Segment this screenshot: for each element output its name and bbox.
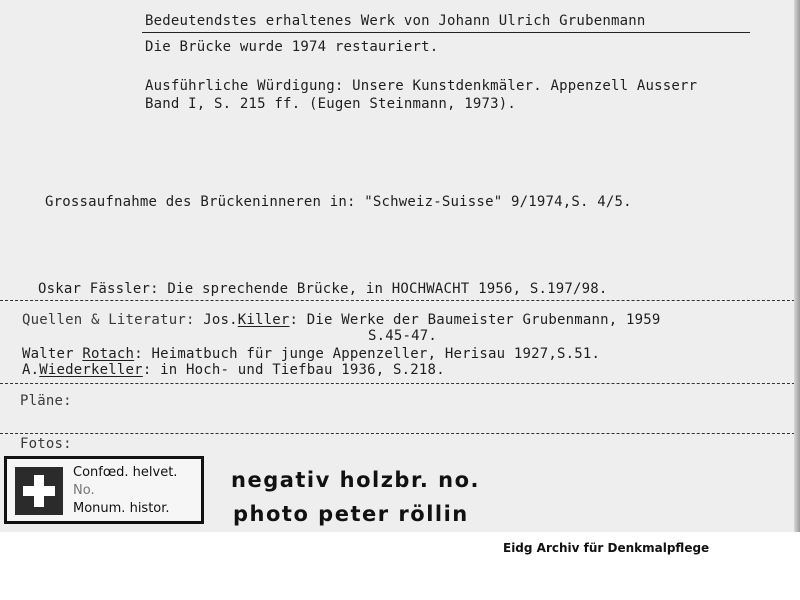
stamp-line-3: Monum. histor. (73, 501, 170, 516)
ref1-rest: : Die Werke der Baumeister Grubenmann, 1959 (289, 312, 661, 328)
sources-ref-1 (22, 312, 661, 328)
ref1-author: Killer (237, 312, 290, 328)
title-underline (142, 32, 750, 33)
stamp-line-1: Confœd. helvet. (73, 465, 178, 480)
closeup-reference: Grossaufnahme des Brückeninneren in: "Schweiz-Suisse" 9/1974,S. 4/5. (45, 194, 632, 210)
ref2-rest: : Heimatbuch für junge Appenzeller, Herisau 1927,S.51. (134, 346, 601, 362)
photos-label: Fotos: (20, 436, 72, 452)
ref1-prefix: Jos. (203, 312, 238, 328)
negative-number: negativ holzbr. no. (231, 468, 480, 492)
ref3-prefix: A. (22, 362, 40, 378)
archive-footer: Eidg Archiv für Denkmalpflege (503, 541, 710, 555)
sources-ref-2 (22, 346, 600, 362)
ref2-first: Walter (22, 346, 83, 362)
federal-stamp (4, 456, 204, 524)
plans-label: Pläne: (20, 393, 72, 409)
divider-photos (0, 433, 800, 434)
ref3-author: Wiederkeller (39, 362, 143, 378)
swiss-cross-icon (15, 467, 63, 515)
restoration-note: Die Brücke wurde 1974 restauriert. (145, 39, 439, 55)
stamp-line-2: No. (73, 483, 95, 498)
appraisal-line-2: Band I, S. 215 ff. (Eugen Steinmann, 1973). (145, 96, 517, 112)
ref2-author: Rotach (82, 346, 135, 362)
sources-ref-1-pages: S.45-47. (368, 328, 438, 344)
sources-label: Quellen & Literatur: (22, 312, 195, 328)
appraisal-line-1: Ausführliche Würdigung: Unsere Kunstdenkmäler. Appenzell Ausserr (145, 78, 698, 94)
divider-sources (0, 300, 800, 301)
ref3-rest: : in Hoch- und Tiefbau 1936, S.218. (142, 362, 445, 378)
photographer-credit: photo peter röllin (233, 502, 469, 526)
divider-plans (0, 383, 800, 384)
sources-ref-3 (22, 362, 445, 378)
faessler-reference: Oskar Fässler: Die sprechende Brücke, in HOCHWACHT 1956, S.197/98. (38, 281, 608, 297)
card-title: Bedeutendstes erhaltenes Werk von Johann Ulrich Grubenmann (145, 13, 646, 29)
